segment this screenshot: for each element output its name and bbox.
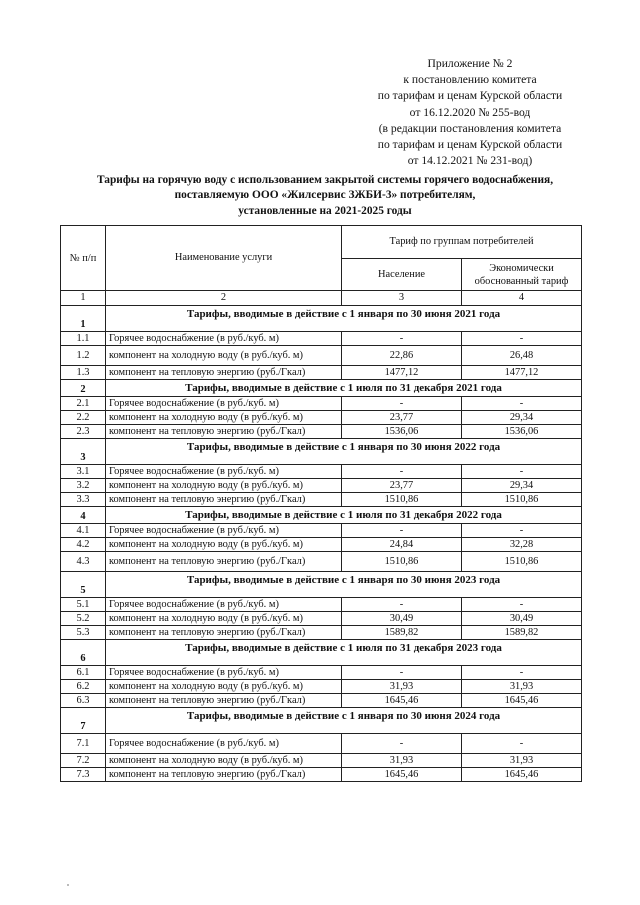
row-service-name: компонент на холодную воду (в руб./куб. м) [106,411,342,425]
row-economic-value: - [462,666,582,680]
row-service-name: компонент на холодную воду (в руб./куб. м) [106,612,342,626]
header-economic: Экономически обоснованный тариф [462,259,582,291]
row-population-value: 1477,12 [342,366,462,380]
row-economic-value: 32,28 [462,538,582,552]
row-economic-value: - [462,332,582,346]
section-number: 1 [61,306,106,332]
row-service-name: Горячее водоснабжение (в руб./куб. м) [106,598,342,612]
row-number: 4.3 [61,552,106,572]
row-population-value: - [342,666,462,680]
row-economic-value: 1645,46 [462,694,582,708]
table-row [61,524,582,538]
row-number: 6.2 [61,680,106,694]
table-row [61,366,582,380]
table-row [61,411,582,425]
row-service-name: компонент на тепловую энергию (руб./Гкал) [106,694,342,708]
row-service-name: компонент на холодную воду (в руб./куб. м) [106,538,342,552]
scan-speck [67,884,69,886]
row-population-value: - [342,397,462,411]
row-number: 7.2 [61,754,106,768]
section-number: 6 [61,640,106,666]
table-row [61,694,582,708]
row-number: 2.1 [61,397,106,411]
row-economic-value: 1477,12 [462,366,582,380]
row-number: 2.2 [61,411,106,425]
row-economic-value: 29,34 [462,479,582,493]
row-population-value: 30,49 [342,612,462,626]
table-row [61,493,582,507]
row-number: 5.1 [61,598,106,612]
row-population-value: - [342,598,462,612]
appendix-line: Приложение № 2 [427,57,513,70]
section-number: 4 [61,507,106,524]
table-row [61,346,582,366]
header-population: Население [342,259,462,291]
row-population-value: 1536,06 [342,425,462,439]
row-economic-value: 31,93 [462,680,582,694]
section-header-row [61,640,582,666]
row-service-name: Горячее водоснабжение (в руб./куб. м) [106,666,342,680]
section-header-row [61,306,582,332]
row-population-value: 23,77 [342,411,462,425]
row-number: 5.3 [61,626,106,640]
table-row [61,666,582,680]
title-line: установленные на 2021-2025 годы [238,204,412,217]
table-row [61,397,582,411]
row-economic-value: 29,34 [462,411,582,425]
table-row [61,538,582,552]
row-service-name: Горячее водоснабжение (в руб./куб. м) [106,397,342,411]
table-row [61,479,582,493]
col-number: 1 [61,291,106,306]
row-service-name: компонент на тепловую энергию (руб./Гкал) [106,493,342,507]
row-economic-value: 1589,82 [462,626,582,640]
appendix-line: от 16.12.2020 № 255-вод [409,105,531,119]
row-service-name: Горячее водоснабжение (в руб./куб. м) [106,465,342,479]
row-service-name: компонент на тепловую энергию (руб./Гкал) [106,552,342,572]
row-economic-value: 26,48 [462,346,582,366]
row-number: 1.2 [61,346,106,366]
document-title [70,173,580,219]
section-title: Тарифы, вводимые в действие с 1 января по 30 июня 2022 года [106,439,582,465]
section-header-row [61,439,582,465]
row-population-value: 24,84 [342,538,462,552]
row-number: 4.1 [61,524,106,538]
column-numbers-row [61,291,582,306]
table-row [61,612,582,626]
row-economic-value: - [462,397,582,411]
row-service-name: компонент на холодную воду (в руб./куб. м) [106,346,342,366]
row-population-value: 31,93 [342,680,462,694]
row-economic-value: - [462,465,582,479]
section-header-row [61,708,582,734]
row-population-value: 1510,86 [342,493,462,507]
section-number: 7 [61,708,106,734]
row-economic-value: 1536,06 [462,425,582,439]
col-number: 4 [462,291,582,306]
appendix-line: по тарифам и ценам Курской области [377,138,563,152]
row-number: 2.3 [61,425,106,439]
row-service-name: Горячее водоснабжение (в руб./куб. м) [106,524,342,538]
table-row [61,754,582,768]
row-service-name: компонент на холодную воду (в руб./куб. м) [106,479,342,493]
table-row [61,626,582,640]
row-economic-value: - [462,524,582,538]
section-title: Тарифы, вводимые в действие с 1 июля по 31 декабря 2021 года [106,380,582,397]
section-title: Тарифы, вводимые в действие с 1 июля по 31 декабря 2022 года [106,507,582,524]
header-tariff-group: Тариф по группам потребителей [342,226,582,259]
row-service-name: компонент на тепловую энергию (руб./Гкал) [106,626,342,640]
section-title: Тарифы, вводимые в действие с 1 июля по 31 декабря 2023 года [106,640,582,666]
row-number: 3.2 [61,479,106,493]
section-number: 2 [61,380,106,397]
row-population-value: 22,86 [342,346,462,366]
row-population-value: 1645,46 [342,694,462,708]
row-population-value: 23,77 [342,479,462,493]
table-row [61,332,582,346]
row-service-name: компонент на холодную воду (в руб./куб. м) [106,754,342,768]
row-number: 4.2 [61,538,106,552]
row-population-value: - [342,734,462,754]
row-population-value: - [342,465,462,479]
row-economic-value: 1510,86 [462,493,582,507]
section-header-row [61,380,582,397]
table-row [61,552,582,572]
row-population-value: 1589,82 [342,626,462,640]
row-service-name: Горячее водоснабжение (в руб./куб. м) [106,332,342,346]
title-line: Тарифы на горячую воду с использованием закрытой системы горячего водоснабжения, [96,174,554,186]
row-number: 5.2 [61,612,106,626]
header-num: № п/п [61,226,106,291]
row-number: 1.3 [61,366,106,380]
section-title: Тарифы, вводимые в действие с 1 января по 30 июня 2021 года [106,306,582,332]
title-line: поставляемую ООО «Жилсервис ЗЖБИ-3» потребителям, [174,189,476,202]
appendix-line: по тарифам и ценам Курской области [377,89,563,103]
appendix-block [340,56,600,169]
tariffs-table-body [61,226,582,782]
row-service-name: компонент на тепловую энергию (руб./Гкал) [106,425,342,439]
row-population-value: 1510,86 [342,552,462,572]
section-header-row [61,507,582,524]
row-economic-value: - [462,734,582,754]
appendix-line: к постановлению комитета [403,73,537,87]
tariffs-table [60,225,582,782]
row-service-name: компонент на тепловую энергию (руб./Гкал) [106,366,342,380]
row-service-name: компонент на тепловую энергию (руб./Гкал) [106,768,342,782]
section-header-row [61,572,582,598]
section-title: Тарифы, вводимые в действие с 1 января по 30 июня 2023 года [106,572,582,598]
table-row [61,425,582,439]
row-population-value: - [342,332,462,346]
row-population-value: 1645,46 [342,768,462,782]
row-economic-value: 1510,86 [462,552,582,572]
row-economic-value: 31,93 [462,754,582,768]
section-number: 3 [61,439,106,465]
row-number: 1.1 [61,332,106,346]
section-title: Тарифы, вводимые в действие с 1 января по 30 июня 2024 года [106,708,582,734]
table-row [61,768,582,782]
appendix-line: (в редакции постановления комитета [378,121,562,135]
row-population-value: 31,93 [342,754,462,768]
row-service-name: Горячее водоснабжение (в руб./куб. м) [106,734,342,754]
appendix-line: от 14.12.2021 № 231-вод) [407,154,533,168]
table-row [61,680,582,694]
row-economic-value: 1645,46 [462,768,582,782]
row-population-value: - [342,524,462,538]
header-name: Наименование услуги [106,226,342,291]
col-number: 3 [342,291,462,306]
row-economic-value: - [462,598,582,612]
row-number: 3.1 [61,465,106,479]
table-row [61,598,582,612]
row-number: 7.3 [61,768,106,782]
row-service-name: компонент на холодную воду (в руб./куб. м) [106,680,342,694]
row-number: 7.1 [61,734,106,754]
table-row [61,465,582,479]
header-row [61,226,582,259]
row-number: 6.1 [61,666,106,680]
row-number: 6.3 [61,694,106,708]
row-number: 3.3 [61,493,106,507]
table-row [61,734,582,754]
row-economic-value: 30,49 [462,612,582,626]
col-number: 2 [106,291,342,306]
section-number: 5 [61,572,106,598]
